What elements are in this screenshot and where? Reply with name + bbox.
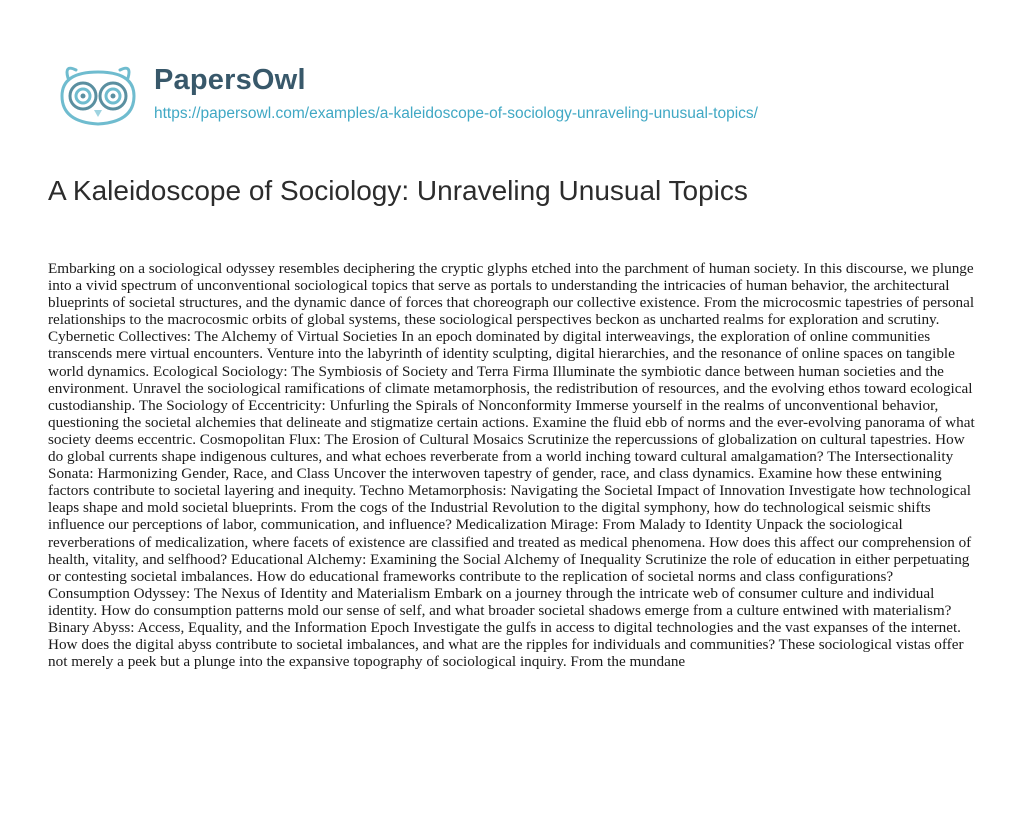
- owl-logo-icon[interactable]: [48, 58, 148, 134]
- article-body: Embarking on a sociological odyssey resembles deciphering the cryptic glyphs etched into the parchment of human society. In this discourse, we plunge into a vivid spectrum of unconventional sociological topics that serve as portals to understanding the intricacies of human behavior, the architectural blueprints of societal structures, and the dynamic dance of forces that choreograph our collective existence. From the microcosmic tapestries of personal relationships to the macrocosmic orbits of global systems, these sociological perspectives beckon as uncharted realms for exploration and scrutiny. Cybernetic Collectives: The Alchemy of Virtual Societies In an epoch dominated by digital interweavings, the exploration of online communities transcends mere virtual encounters. Venture into the labyrinth of identity sculpting, digital hierarchies, and the resonance of online spaces on tangible world dynamics. Ecological Sociology: The Symbiosis of Society and Terra Firma Illuminate the symbiotic dance between human societies and the environment. Unravel the sociological ramifications of climate metamorphosis, the redistribution of resources, and the evolving ethos toward ecological custodianship. The Sociology of Eccentricity: Unfurling the Spirals of Nonconformity Immerse yourself in the realms of unconventional behavior, questioning the societal alchemies that delineate and stigmatize certain actions. Examine the fluid ebb of norms and the ever-evolving panorama of what society deems eccentric. Cosmopolitan Flux: The Erosion of Cultural Mosaics Scrutinize the repercussions of globalization on cultural tapestries. How do global currents shape indigenous cultures, and what echoes reverberate from a world inching toward cultural amalgamation? The Intersectionality Sonata: Harmonizing Gender, Race, and Class Uncover the interwoven tapestry of gender, race, and class dynamics. Examine how these entwining factors contribute to societal layering and inequity. Techno Metamorphosis: Navigating the Societal Impact of Innovation Investigate how technological leaps shape and mold societal blueprints. From the cogs of the Industrial Revolution to the digital symphony, how do technological seismic shifts influence our perceptions of labor, communication, and influence? Medicalization Mirage: From Malady to Identity Unpack the sociological reverberations of medicalization, where facets of existence are classified and treated as medical phenomena. How does this affect our comprehension of health, vitality, and selfhood? Educational Alchemy: Examining the Social Alchemy of Inequality Scrutinize the role of education in either perpetuating or contesting societal imbalances. How do educational frameworks contribute to the replication of societal norms and class configurations? Consumption Odyssey: The Nexus of Identity and Materialism Embark on a journey through the intricate web of consumer culture and individual identity. How do consumption patterns mold our sense of self, and what broader societal shadows emerge from a culture entwined with materialism? Binary Abyss: Access, Equality, and the Information Epoch Investigate the gulfs in access to digital technologies and the vast expanses of the internet. How does the digital abyss contribute to societal imbalances, and what are the ripples for individuals and communities? These sociological vistas offer not merely a peek but a plunge into the expansive topography of sociological inquiry. From the mundane: [48, 260, 975, 671]
- page-title: A Kaleidoscope of Sociology: Unraveling Unusual Topics: [48, 175, 748, 206]
- site-header: [48, 58, 1008, 134]
- brand-name[interactable]: PapersOwl: [154, 64, 306, 96]
- source-url-link[interactable]: https://papersowl.com/examples/a-kaleidoscope-of-sociology-unraveling-unusual-topics/: [154, 105, 758, 122]
